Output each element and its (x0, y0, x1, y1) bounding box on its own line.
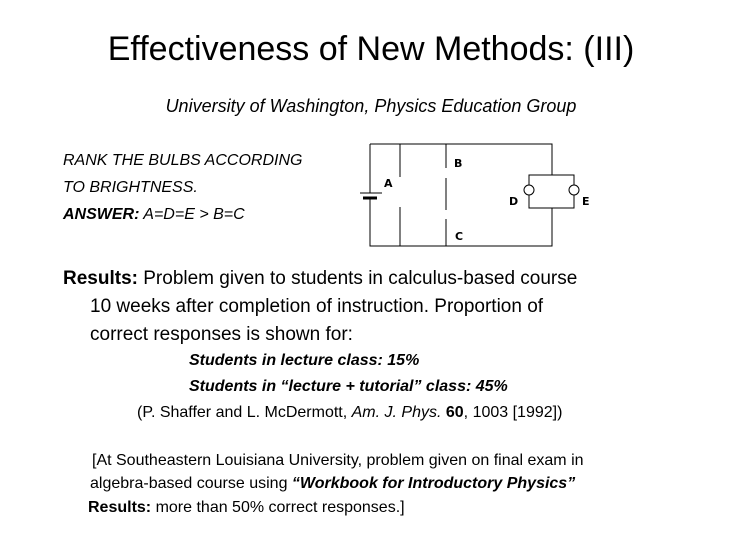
bulb-e-icon (569, 185, 579, 195)
slide-title: Effectiveness of New Methods: (III) (107, 30, 635, 68)
ref-authors: (P. Shaffer and L. McDermott, (137, 404, 352, 421)
label-a: A (384, 177, 393, 190)
tutorial-result: Students in “lecture + tutorial” class: 45% (189, 378, 508, 395)
label-d: D (509, 195, 519, 208)
footnote-results-label: Results: (88, 499, 152, 516)
question-line-1: RANK THE BULBS ACCORDING (63, 152, 303, 169)
footnote-text-2: algebra-based course using (90, 475, 292, 492)
ref-volume: 60 (441, 404, 464, 421)
answer-label: ANSWER: (63, 206, 140, 223)
label-b: B (454, 157, 463, 170)
ref-pages: , 1003 [1992]) (463, 404, 563, 421)
de-loop-wire (529, 175, 574, 208)
results-line-1 (63, 268, 577, 290)
answer-value: A=D=E > B=C (139, 206, 245, 223)
question-line-2: TO BRIGHTNESS. (63, 179, 198, 196)
footnote-results-text: more than 50% correct responses.] (151, 499, 405, 516)
results-line-3: correct responses is shown for: (90, 324, 353, 345)
reference (137, 404, 562, 422)
workbook-title: “Workbook for Introductory Physics” (291, 475, 576, 492)
bulb-d-icon (524, 185, 534, 195)
label-c: C (455, 230, 464, 243)
results-label: Results: (63, 268, 138, 289)
label-e: E (582, 195, 590, 208)
results-line-2: 10 weeks after completion of instruction. Proportion of (90, 296, 544, 317)
lecture-result: Students in lecture class: 15% (189, 352, 420, 369)
ref-journal: Am. J. Phys. (351, 404, 442, 421)
footnote-line-2 (90, 475, 575, 493)
footnote-line-1: [At Southeastern Louisiana University, problem given on final exam in (92, 452, 584, 469)
slide-subtitle: University of Washington, Physics Education Group (165, 96, 577, 116)
footnote-line-3 (88, 499, 405, 517)
results-text-1: Problem given to students in calculus-based course (137, 268, 578, 289)
